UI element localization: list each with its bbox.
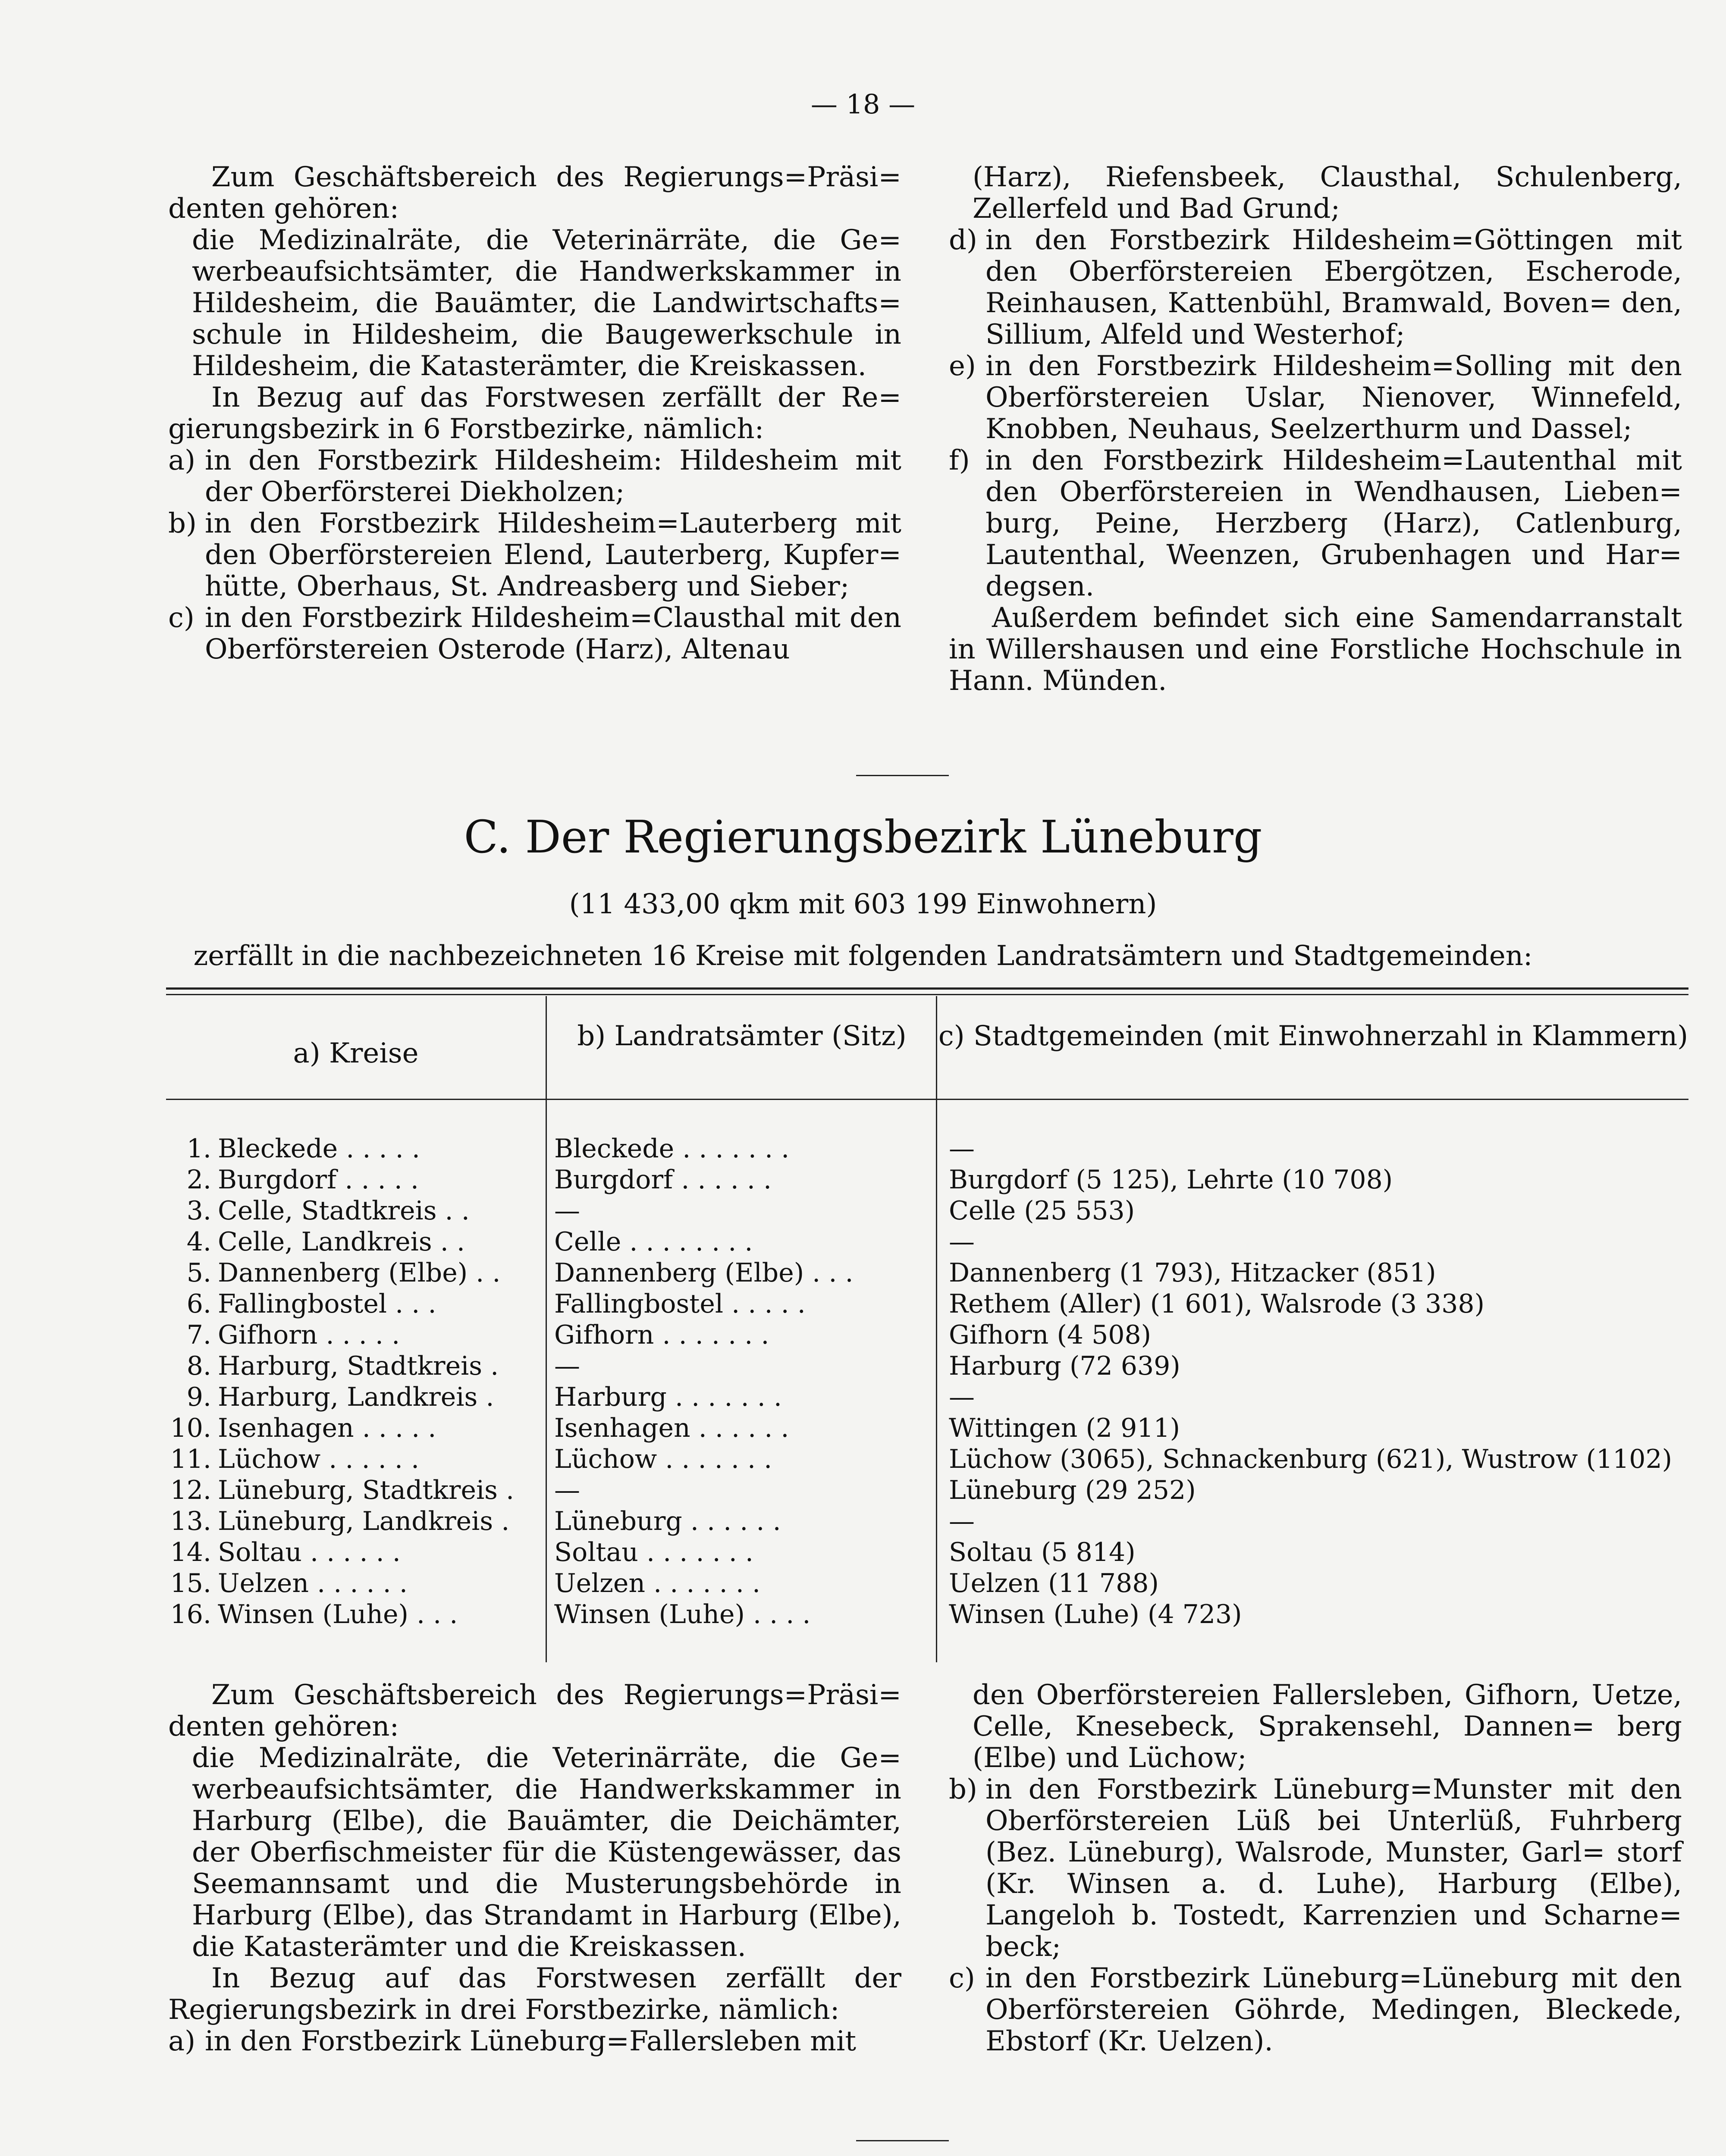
list-label: c) bbox=[949, 1962, 975, 1994]
page-number: — 18 — bbox=[810, 88, 916, 120]
row-number: 16. bbox=[170, 1599, 211, 1630]
row-number: 2. bbox=[186, 1165, 211, 1195]
row-kreis: Harburg, Stadtkreis . bbox=[218, 1351, 499, 1381]
list-text: in den Forstbezirk Hildesheim=Göttingen mit den Oberförstereien Ebergötzen, Escherode, Reinhausen, Kattenbühl, Bramwald, Boven= den, Sillium, Alfeld und Westerhof; bbox=[985, 224, 1682, 351]
row-amt: Isenhagen . . . . . . bbox=[554, 1413, 789, 1443]
list-label: a) bbox=[168, 445, 196, 476]
table-row bbox=[0, 1382, 1726, 1413]
row-number: 1. bbox=[186, 1134, 211, 1164]
row-number: 3. bbox=[186, 1196, 211, 1226]
table-row bbox=[0, 1475, 1726, 1506]
row-stadt: Gifhorn (4 508) bbox=[949, 1320, 1152, 1350]
paragraph: den Oberförstereien Fallersleben, Gifhorn, Uetze, Celle, Knesebeck, Sprakensehl, Dannen= berg (Elbe) und Lüchow; bbox=[973, 1679, 1682, 1774]
row-number: 7. bbox=[186, 1320, 211, 1350]
row-amt: Fallingbostel . . . . . bbox=[554, 1289, 806, 1319]
row-kreis: Fallingbostel . . . bbox=[218, 1289, 436, 1319]
paragraph: In Bezug auf das Forstwesen zerfällt der Regierungsbezirk in drei Forstbezirke, nämlich: bbox=[168, 1962, 901, 2026]
divider bbox=[856, 775, 949, 776]
table-row bbox=[0, 1537, 1726, 1568]
row-stadt: — bbox=[949, 1382, 975, 1412]
table-header-stadtgemeinden: c) Stadtgemeinden (mit Einwohnerzahl in Klammern) bbox=[938, 1020, 1688, 1052]
list-label: f) bbox=[949, 445, 970, 476]
row-stadt: Celle (25 553) bbox=[949, 1196, 1135, 1226]
table-row bbox=[0, 1599, 1726, 1630]
paragraph: Zum Geschäftsbereich des Regierungs=Präsi= denten gehören: bbox=[168, 1679, 901, 1742]
row-amt: Burgdorf . . . . . . bbox=[554, 1165, 772, 1195]
table-row bbox=[0, 1319, 1726, 1351]
list-item bbox=[949, 225, 1682, 351]
row-kreis: Dannenberg (Elbe) . . bbox=[218, 1258, 501, 1288]
paragraph: die Medizinalräte, die Veterinärräte, die Ge= werbeaufsichtsämter, die Handwerkskammer in Hildesheim, die Bauämter, die Landwirtschafts= schule in Hildesheim, die Baugewerkschule in Hildesheim, die Katasterämter, die Kreiskassen. bbox=[192, 224, 901, 382]
row-number: 14. bbox=[170, 1537, 211, 1567]
list-item bbox=[168, 445, 901, 508]
table-row bbox=[0, 1351, 1726, 1382]
row-amt: — bbox=[554, 1196, 580, 1226]
row-kreis: Isenhagen . . . . . bbox=[218, 1413, 436, 1443]
row-kreis: Gifhorn . . . . . bbox=[218, 1320, 400, 1350]
row-kreis: Bleckede . . . . . bbox=[218, 1134, 420, 1164]
table-row bbox=[0, 1413, 1726, 1444]
list-label: a) bbox=[168, 2025, 196, 2057]
row-amt: Lüneburg . . . . . . bbox=[554, 1506, 781, 1536]
table-row bbox=[0, 1288, 1726, 1319]
row-stadt: Winsen (Luhe) (4 723) bbox=[949, 1599, 1242, 1630]
row-amt: Bleckede . . . . . . . bbox=[554, 1134, 790, 1164]
paragraph: (Harz), Riefensbeek, Clausthal, Schulenberg, Zellerfeld und Bad Grund; bbox=[973, 161, 1682, 225]
list-text: in den Forstbezirk Hildesheim=Lauterberg mit den Oberförstereien Elend, Lauterberg, Kupfer= hütte, Oberhaus, St. Andreasberg und Sieber; bbox=[205, 508, 901, 602]
row-stadt: Wittingen (2 911) bbox=[949, 1413, 1180, 1443]
list-item bbox=[168, 2026, 901, 2057]
list-label: e) bbox=[949, 350, 976, 382]
top-right-column bbox=[949, 162, 1682, 697]
row-kreis: Lüneburg, Stadtkreis . bbox=[218, 1475, 515, 1505]
row-number: 12. bbox=[170, 1475, 211, 1505]
row-stadt: — bbox=[949, 1134, 975, 1164]
row-amt: Soltau . . . . . . . bbox=[554, 1537, 753, 1567]
row-stadt: — bbox=[949, 1506, 975, 1536]
row-stadt: Burgdorf (5 125), Lehrte (10 708) bbox=[949, 1165, 1393, 1195]
row-kreis: Winsen (Luhe) . . . bbox=[218, 1599, 458, 1630]
bottom-right-column bbox=[949, 1680, 1682, 2057]
list-text: in den Forstbezirk Lüneburg=Lüneburg mit den Oberförstereien Göhrde, Medingen, Bleckede, Ebstorf (Kr. Uelzen). bbox=[985, 1962, 1682, 2057]
section-intro: zerfällt in die nachbezeichneten 16 Kreise mit folgenden Landratsämtern und Stadtgemeinden: bbox=[193, 940, 1533, 972]
bottom-left-column bbox=[168, 1680, 901, 2057]
paragraph: In Bezug auf das Forstwesen zerfällt der Re= gierungsbezirk in 6 Forstbezirke, nämlich: bbox=[168, 382, 901, 445]
row-stadt: Lüneburg (29 252) bbox=[949, 1475, 1196, 1505]
section-subtitle: (11 433,00 qkm mit 603 199 Einwohnern) bbox=[569, 888, 1157, 920]
list-item bbox=[949, 445, 1682, 602]
section-heading: C. Der Regierungsbezirk Lüneburg bbox=[464, 811, 1262, 863]
divider bbox=[856, 2140, 949, 2141]
row-number: 8. bbox=[186, 1351, 211, 1381]
list-label: b) bbox=[949, 1774, 977, 1805]
row-number: 6. bbox=[186, 1289, 211, 1319]
table-top-rule bbox=[166, 994, 1688, 995]
table-row bbox=[0, 1226, 1726, 1257]
row-number: 10. bbox=[170, 1413, 211, 1443]
row-amt: Celle . . . . . . . . bbox=[554, 1227, 753, 1257]
paragraph: Zum Geschäftsbereich des Regierungs=Präsi= denten gehören: bbox=[168, 161, 901, 225]
table-header-landratsaemter: b) Landratsämter (Sitz) bbox=[577, 1020, 907, 1052]
row-stadt: — bbox=[949, 1227, 975, 1257]
row-kreis: Lüneburg, Landkreis . bbox=[218, 1506, 510, 1536]
list-item bbox=[949, 351, 1682, 445]
table-row bbox=[0, 1133, 1726, 1164]
list-label: d) bbox=[949, 224, 977, 256]
row-stadt: Lüchow (3065), Schnackenburg (621), Wustrow (1102) bbox=[949, 1444, 1673, 1474]
list-item bbox=[168, 602, 901, 665]
row-number: 15. bbox=[170, 1568, 211, 1598]
row-amt: Winsen (Luhe) . . . . bbox=[554, 1599, 811, 1630]
paragraph: Außerdem befindet sich eine Samendarranstalt in Willershausen und eine Forstliche Hochschule in Hann. Münden. bbox=[949, 602, 1682, 697]
row-number: 11. bbox=[170, 1444, 211, 1474]
row-amt: Gifhorn . . . . . . . bbox=[554, 1320, 769, 1350]
top-left-column bbox=[168, 162, 901, 665]
list-text: in den Forstbezirk Lüneburg=Fallersleben mit bbox=[205, 2025, 857, 2057]
row-number: 4. bbox=[186, 1227, 211, 1257]
row-number: 5. bbox=[186, 1258, 211, 1288]
row-amt: Harburg . . . . . . . bbox=[554, 1382, 782, 1412]
row-stadt: Uelzen (11 788) bbox=[949, 1568, 1159, 1598]
list-text: in den Forstbezirk Lüneburg=Munster mit den Oberförstereien Lüß bei Unterlüß, Fuhrberg (Bez. Lüneburg), Walsrode, Munster, Garl= storf (Kr. Winsen a. d. Luhe), Harburg (Elbe), Langeloh b. Tostedt, Karrenzien und Scharne= beck; bbox=[985, 1774, 1682, 1963]
row-amt: Dannenberg (Elbe) . . . bbox=[554, 1258, 854, 1288]
row-stadt: Dannenberg (1 793), Hitzacker (851) bbox=[949, 1258, 1436, 1288]
table-row bbox=[0, 1444, 1726, 1475]
row-kreis: Harburg, Landkreis . bbox=[218, 1382, 494, 1412]
row-stadt: Rethem (Aller) (1 601), Walsrode (3 338) bbox=[949, 1289, 1485, 1319]
row-amt: Lüchow . . . . . . . bbox=[554, 1444, 772, 1474]
row-amt: Uelzen . . . . . . . bbox=[554, 1568, 761, 1598]
row-number: 13. bbox=[170, 1506, 211, 1536]
row-stadt: Harburg (72 639) bbox=[949, 1351, 1180, 1381]
list-label: c) bbox=[168, 602, 195, 634]
row-kreis: Soltau . . . . . . bbox=[218, 1537, 401, 1567]
list-text: in den Forstbezirk Hildesheim=Lautenthal mit den Oberförstereien in Wendhausen, Lieben= burg, Peine, Herzberg (Harz), Catlenburg, Lautenthal, Weenzen, Grubenhagen und Har= degsen. bbox=[985, 445, 1682, 602]
list-item bbox=[168, 508, 901, 602]
table-header-rule bbox=[166, 1099, 1688, 1100]
table-row bbox=[0, 1568, 1726, 1599]
table-row bbox=[0, 1195, 1726, 1226]
table-row bbox=[0, 1257, 1726, 1288]
table-row bbox=[0, 1506, 1726, 1537]
row-kreis: Lüchow . . . . . . bbox=[218, 1444, 420, 1474]
table-row bbox=[0, 1164, 1726, 1195]
table-top-rule bbox=[166, 987, 1688, 990]
row-amt: — bbox=[554, 1351, 580, 1381]
row-number: 9. bbox=[186, 1382, 211, 1412]
row-amt: — bbox=[554, 1475, 580, 1505]
row-kreis: Celle, Stadtkreis . . bbox=[218, 1196, 470, 1226]
list-text: in den Forstbezirk Hildesheim=Solling mit den Oberförstereien Uslar, Nienover, Winnefeld, Knobben, Neuhaus, Seelzerthurm und Dassel; bbox=[985, 350, 1682, 445]
row-stadt: Soltau (5 814) bbox=[949, 1537, 1136, 1567]
list-item bbox=[949, 1774, 1682, 1963]
list-text: in den Forstbezirk Hildesheim: Hildesheim mit der Oberförsterei Diekholzen; bbox=[205, 445, 901, 508]
row-kreis: Burgdorf . . . . . bbox=[218, 1165, 419, 1195]
paragraph: die Medizinalräte, die Veterinärräte, die Ge= werbeaufsichtsämter, die Handwerkskammer in Harburg (Elbe), die Bauämter, die Deichämter, der Oberfischmeister für die Küstengewässer, das Seemannsamt und die Musterungsbehörde in Harburg (Elbe), das Strandamt in Harburg (Elbe), die Katasterämter und die Kreiskassen. bbox=[192, 1742, 901, 1963]
list-item bbox=[949, 1963, 1682, 2057]
list-text: in den Forstbezirk Hildesheim=Clausthal mit den Oberförstereien Osterode (Harz), Altenau bbox=[205, 602, 901, 665]
list-label: b) bbox=[168, 508, 197, 539]
table-header-kreise: a) Kreise bbox=[293, 1037, 419, 1069]
row-kreis: Celle, Landkreis . . bbox=[218, 1227, 465, 1257]
row-kreis: Uelzen . . . . . . bbox=[218, 1568, 408, 1598]
